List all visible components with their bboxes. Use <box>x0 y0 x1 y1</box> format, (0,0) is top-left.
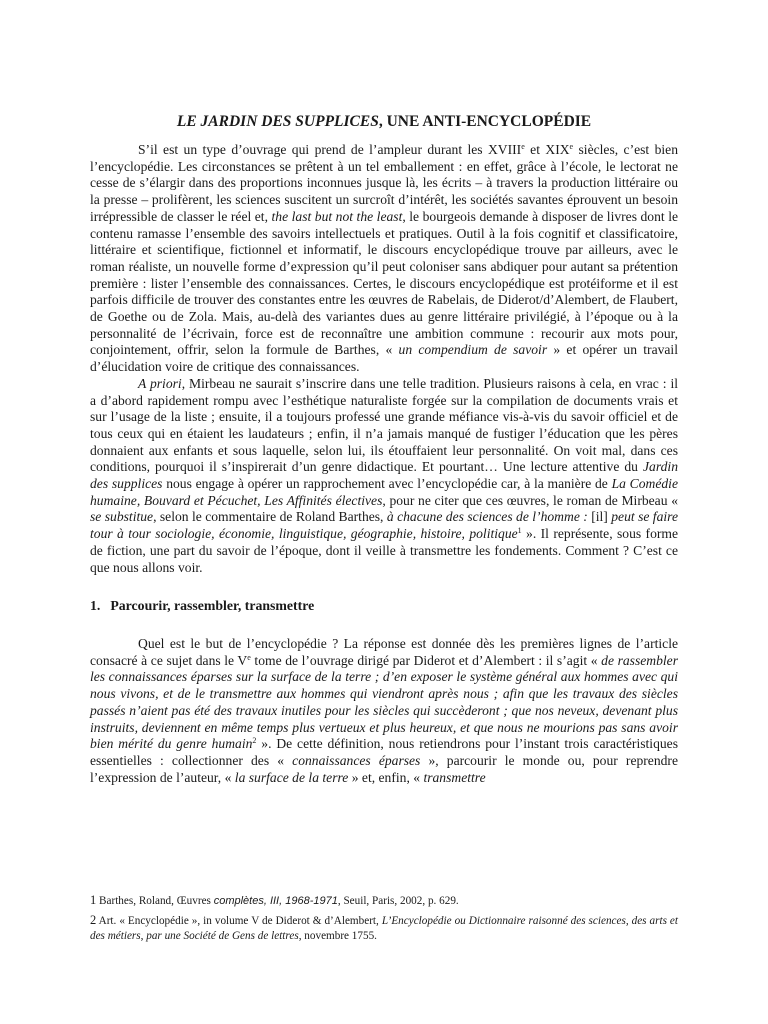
section-title: Parcourir, rassembler, transmettre <box>110 598 315 614</box>
section-heading <box>90 598 678 615</box>
section-number: 1. <box>90 598 101 614</box>
footnote-2: 2 Art. « Encyclopédie », in volume V de Diderot & d’Alembert, L’Encyclopédie ou Dictionnaire raisonné des sciences, des arts et des métiers, par une Société de Gens de lettres, novembre 1755. <box>90 913 678 942</box>
paragraph-3: Quel est le but de l’encyclopédie ? La réponse est donnée dès les premières lignes de l’article consacré à ce sujet dans le Ve tome de l’ouvrage dirigé par Diderot et d’Alembert : il s’agit « de rassembler les connaissances éparses sur la surface de la terre ; d’en exposer le système général aux hommes avec qui nous vivons, et de le transmettre aux hommes qui viendront après nous ; afin que les travaux des siècles passés n’aient pas été des travaux inutiles pour les siècles qui succèderont ; que nos neveux, devenant plus instruits, deviennent en même temps plus vertueux et plus heureux, et que nous ne mourions pas sans avoir bien mérité du genre humain$^2$ ». De cette définition, nous retiendrons pour l’instant trois caractéristiques essentielles : collectionner des « connaissances éparses », parcourir le monde ou, pour reprendre l’expression de l’auteur, « la surface de la terre » et, enfin, « transmettre <box>90 635 678 785</box>
page-title <box>90 112 678 132</box>
footnote-ref-1[interactable]: 1 <box>517 526 522 536</box>
footnotes <box>90 893 678 944</box>
footnote-1: 1 Barthes, Roland, Œuvres complètes, III, 1968-1971, Seuil, Paris, 2002, p. 629. <box>90 893 459 907</box>
paragraph-2: A priori, Mirbeau ne saurait s’inscrire dans une telle tradition. Plusieurs raisons à cela, en vrac : il a d’abord rapidement rompu avec l’esthétique naturaliste forgée sur la compilation de documents vrais et sur l’usage de la liste ; ensuite, il a toujours professé une grande méfiance vis-à-vis du savoir officiel et de tous ceux qui en étaient les laudateurs ; enfin, il n’a jamais manqué de fustiger l’éducation que les pères donnaient aux enfants et sous laquelle, selon lui, ils étouffaient leur personnalité. On voit mal, dans ces conditions, pourquoi il s’inspirerait d’un genre didactique. Et pourtant… Une lecture attentive du Jardin des supplices nous engage à opérer un rapprochement avec l’encyclopédie car, à la manière de La Comédie humaine, Bouvard et Pécuchet, Les Affinités électives, pour ne citer que ces œuvres, le roman de Mirbeau « se substitue, selon le commentaire de Roland Barthes, à chacune des sciences de l’homme : [il] peut se faire tour à tour sociologie, économie, linguistique, géographie, histoire, politique$^1$ ». Il représente, sous forme de fiction, une part du savoir de l’époque, dont il veille à transmettre les fondements. Comment ? C’est ce que nous allons voir. <box>90 375 678 575</box>
title-rest: , UNE ANTI-ENCYCLOPÉDIE <box>378 113 592 130</box>
paragraph-1: S’il est un type d’ouvrage qui prend de l’ampleur durant les XVIIIe et XIXe siècles, c’est bien l’encyclopédie. Les circonstances se prêtent à un tel emballement : en effet, grâce à l’école, le lectorat ne cesse de s’élargir dans des proportions inconnues jusque là, les écrits – à travers la production littéraire ou la presse – prolifèrent, les sciences suscitent un surcroît d’intérêt, les sociétés savantes éprouvent un besoin irrépressible de classer le réel et, the last but not the least, le bourgeois demande à disposer de livres dont le contenu ramasse l’ensemble des savoirs intellectuels et pratiques. Outil à la fois cognitif et classificatoire, littéraire et scientifique, fictionnel et informatif, le discours encyclopédique trouve par ailleurs, avec le roman réaliste, un nouvelle forme d’expression qu’il peut coloniser sans abdiquer pour autant sa prétention première : lister l’ensemble des connaissances. Certes, le discours encyclopédique est protéiforme et il est parfois difficile de trouver des constantes entre les œuvres de Rabelais, de Diderot/d’Alembert, de Flaubert, de Goethe ou de Zola. Mais, au-delà des variantes dues au genre littéraire privilégié, à l’époque ou à la personnalité de l’écrivain, force est de reconnaître une ambition commune : recourir aux mots pour, conjointement, offrir, selon la formule de Barthes, « un compendium de savoir » et opérer un travail d’élucidation voire de critique des connaissances. <box>90 142 679 375</box>
title-italic-part: LE JARDIN DES SUPPLICES <box>176 113 379 130</box>
document-body <box>90 112 678 786</box>
footnote-ref-2[interactable]: 2 <box>252 736 257 746</box>
